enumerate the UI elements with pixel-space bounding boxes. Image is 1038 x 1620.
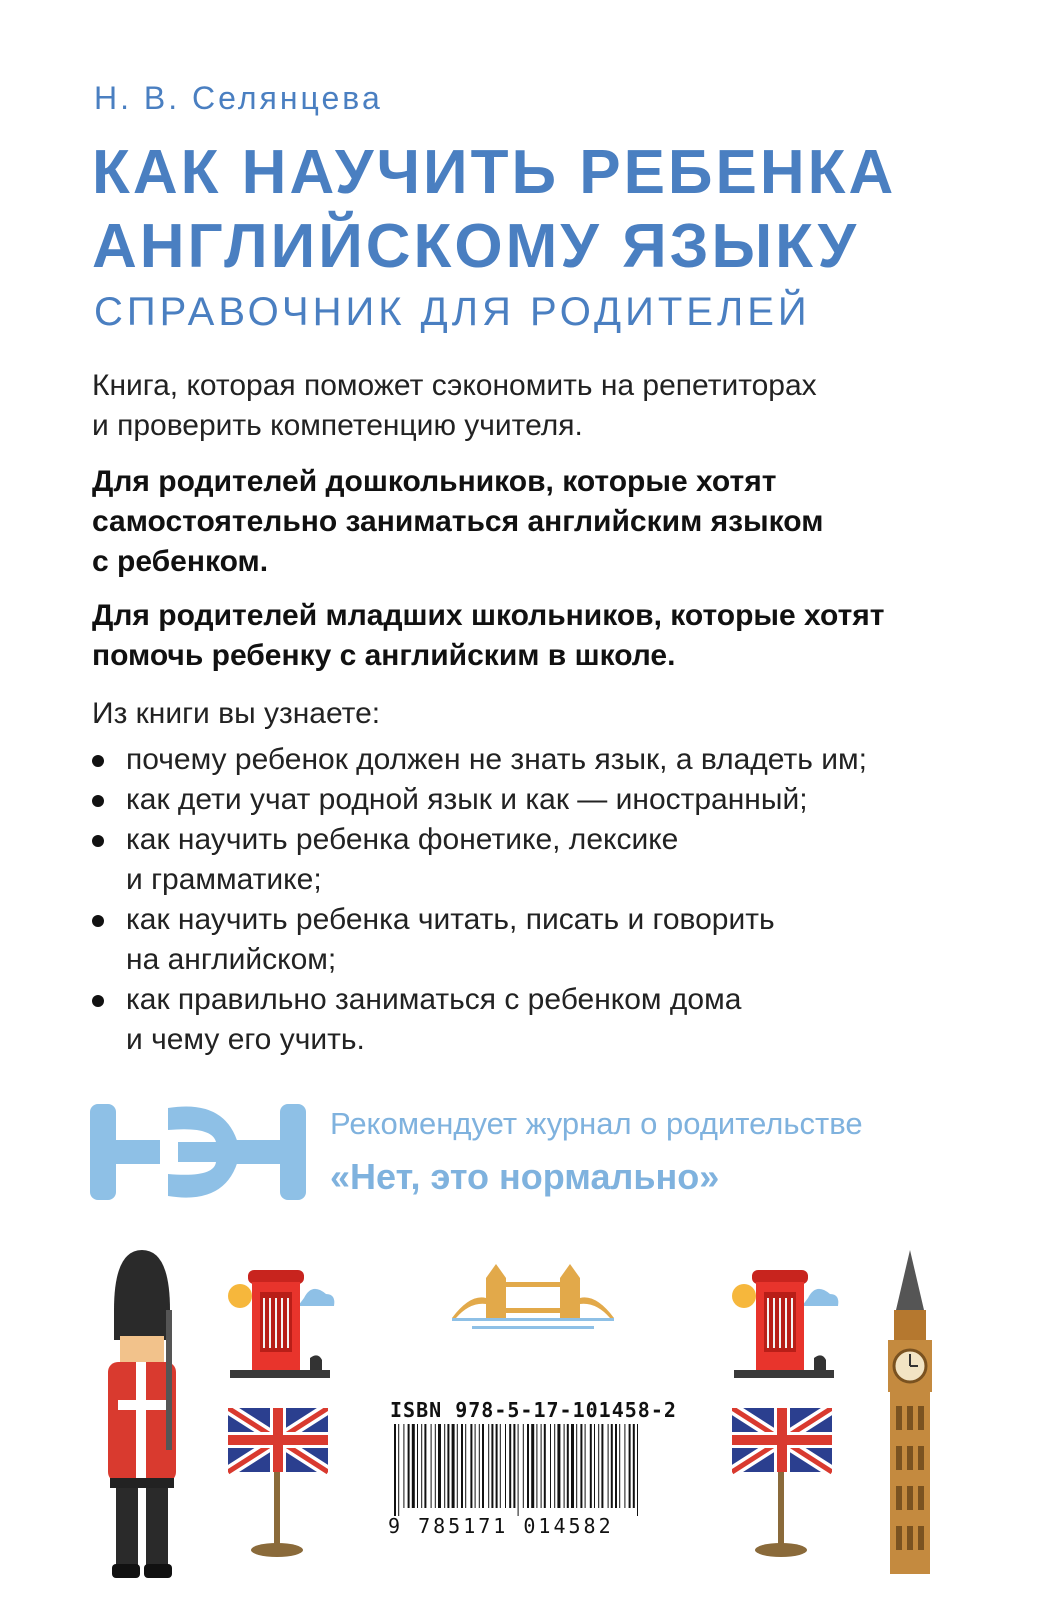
title-line-1: КАК НАУЧИТЬ РЕБЕНКА <box>92 138 897 207</box>
bullet-text-continued: и грамматике; <box>126 863 322 896</box>
bullet-text: как научить ребенка фонетике, лексике <box>126 823 679 856</box>
magazine-name: «Нет, это нормально» <box>330 1156 720 1197</box>
bullet-text-continued: на английском; <box>126 943 337 976</box>
intro-line-2: и проверить компетенцию учителя. <box>92 409 583 442</box>
big-ben-icon <box>880 1250 940 1574</box>
list-item <box>92 740 992 780</box>
barcode-number: 9 785171 014582 <box>388 1514 614 1538</box>
isbn-label: ISBN 978-5-17-101458-2 <box>390 1398 677 1422</box>
nen-logo <box>90 1104 306 1200</box>
bullet-dot-icon <box>92 795 104 807</box>
phone-booth-icon <box>226 1262 336 1384</box>
bullet-dot-icon <box>92 995 104 1007</box>
list-item <box>92 820 992 900</box>
bullet-text: почему ребенок должен не знать язык, а владеть им; <box>126 743 867 776</box>
para2-line-2: помочь ребенку с английским в школе. <box>92 639 676 672</box>
bullet-dot-icon <box>92 835 104 847</box>
intro-paragraph <box>92 366 972 446</box>
learn-heading: Из книги вы узнаете: <box>92 697 381 730</box>
royal-guard-icon <box>100 1250 184 1580</box>
bullet-text: как научить ребенка читать, писать и говорить <box>126 903 775 936</box>
author-name: Н. В. Селянцева <box>94 80 383 116</box>
list-item <box>92 900 992 980</box>
bullet-dot-icon <box>92 755 104 767</box>
preschool-parents-paragraph <box>92 462 972 582</box>
para2-line-1: Для родителей младших школьников, которые хотят <box>92 599 885 632</box>
title-line-2: АНГЛИЙСКОМУ ЯЗЫКУ <box>92 212 860 281</box>
recommendation-line: Рекомендует журнал о родительстве <box>330 1106 863 1141</box>
list-item <box>92 980 992 1060</box>
union-jack-flag-icon <box>732 1408 832 1558</box>
phone-booth-icon <box>730 1262 840 1384</box>
tower-bridge-icon <box>452 1264 614 1334</box>
para1-line-3: с ребенком. <box>92 545 269 578</box>
list-item <box>92 780 992 820</box>
book-subtitle: СПРАВОЧНИК ДЛЯ РОДИТЕЛЕЙ <box>94 290 811 334</box>
union-jack-flag-icon <box>228 1408 328 1558</box>
para1-line-2: самостоятельно заниматься английским языком <box>92 505 824 538</box>
bullet-dot-icon <box>92 915 104 927</box>
bullet-list <box>92 740 992 1060</box>
bullet-text: как дети учат родной язык и как — иностранный; <box>126 783 808 816</box>
schoolkids-parents-paragraph <box>92 596 972 676</box>
book-title <box>92 136 896 284</box>
bullet-text-continued: и чему его учить. <box>126 1023 365 1056</box>
bullet-text: как правильно заниматься с ребенком дома <box>126 983 742 1016</box>
barcode-icon <box>390 1424 646 1520</box>
intro-line-1: Книга, которая поможет сэкономить на репетиторах <box>92 369 817 402</box>
para1-line-1: Для родителей дошкольников, которые хотят <box>92 465 777 498</box>
